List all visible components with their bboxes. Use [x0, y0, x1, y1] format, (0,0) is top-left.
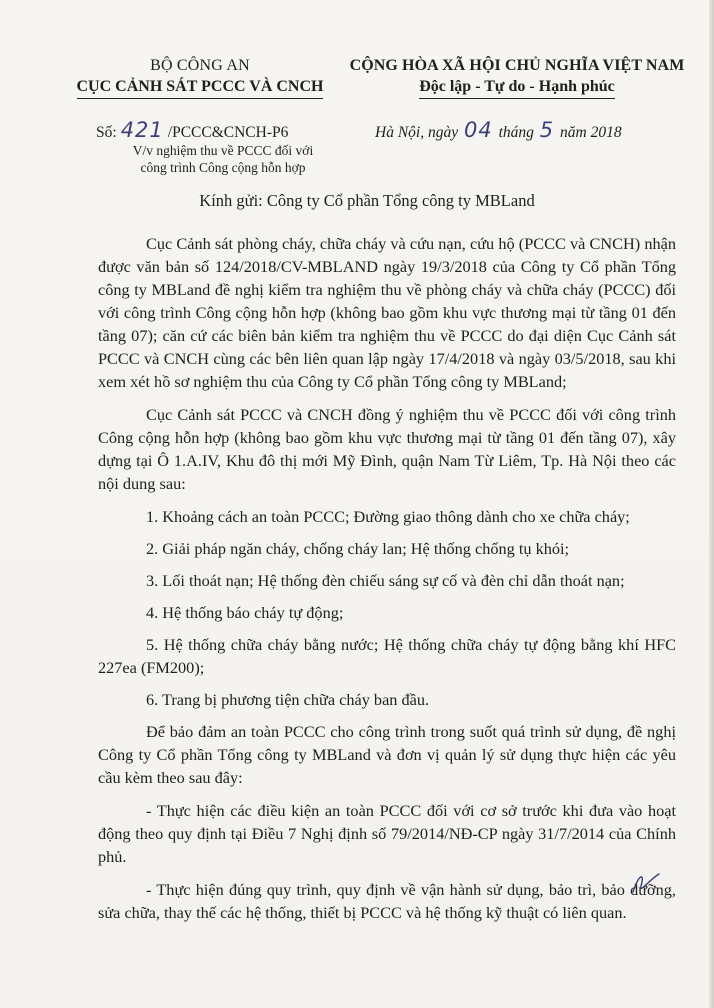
department-name: CỤC CẢNH SÁT PCCC VÀ CNCH — [77, 76, 324, 99]
list-item: 3. Lối thoát nạn; Hệ thống đèn chiếu sáng sự cố và đèn chỉ dẫn thoát nạn; — [146, 571, 625, 590]
handwritten-doc-number: 421 — [120, 118, 164, 142]
date-month-label: tháng — [498, 124, 534, 141]
ministry-name: BỘ CÔNG AN — [150, 57, 250, 74]
paragraph-requirements: Để bảo đảm an toàn PCCC cho công trình trong suốt quá trình sử dụng, đề nghị Công ty Cổ phần Tổng công ty MBLand và đơn vị quản lý sử dụng thực hiện các yêu cầu kèm theo sau đây: — [98, 722, 676, 787]
list-item: 2. Giải pháp ngăn cháy, chống cháy lan; Hệ thống chống tụ khói; — [146, 539, 570, 558]
page-edge-shadow — [709, 0, 714, 1008]
handwritten-month: 5 — [539, 118, 555, 142]
list-item: 6. Trang bị phương tiện chữa cháy ban đầu. — [146, 690, 430, 709]
requirement-item: - Thực hiện các điều kiện an toàn PCCC đối với cơ sở trước khi đưa vào hoạt động theo quy định tại Điều 7 Nghị định số 79/2014/NĐ-CP ngày 31/7/2014 của Chính phủ. — [98, 801, 676, 866]
subject-line-2: công trình Công cộng hỗn hợp — [140, 160, 306, 175]
recipient-line: Kính gửi: Công ty Cổ phần Tổng công ty MBLand — [199, 191, 535, 210]
date-year: năm 2018 — [560, 124, 622, 141]
subject-line-1: V/v nghiệm thu về PCCC đối với — [132, 143, 314, 158]
paragraph-approval: Cục Cảnh sát PCCC và CNCH đồng ý nghiệm thu về PCCC đối với công trình Công cộng hỗn hợp (không bao gồm khu vực thương mại từ tầng 01 đến tầng 07), xây dựng tại Ô 1.A.IV, Khu đô thị mới Mỹ Đình, quận Nam Từ Liêm, Tp. Hà Nội theo các nội dung sau: — [98, 405, 676, 493]
document-subject — [98, 142, 348, 176]
initial-mark — [629, 868, 663, 898]
national-header — [344, 56, 690, 99]
issuing-agency-header — [40, 56, 360, 99]
doc-number-suffix: /PCCC&CNCH-P6 — [167, 124, 289, 141]
national-motto: Độc lập - Tự do - Hạnh phúc — [419, 76, 615, 99]
requirement-item: - Thực hiện đúng quy trình, quy định về vận hành sử dụng, bảo trì, bảo dưỡng, sửa chữa, thay thế các hệ thống, thiết bị PCCC và hệ thống kỹ thuật có liên quan. — [98, 880, 676, 922]
nation-name: CỘNG HÒA XÃ HỘI CHỦ NGHĨA VIỆT NAM — [349, 57, 685, 74]
date-prefix: Hà Nội, ngày — [375, 124, 459, 141]
document-date — [375, 118, 622, 142]
handwritten-day: 04 — [463, 118, 493, 142]
document-number — [96, 118, 288, 142]
list-item: 5. Hệ thống chữa cháy bằng nước; Hệ thống chữa cháy tự động bằng khí HFC 227ea (FM200); — [98, 635, 676, 677]
doc-number-prefix: Số: — [96, 124, 117, 141]
document-body — [98, 232, 676, 934]
list-item: 4. Hệ thống báo cháy tự động; — [146, 603, 344, 622]
paragraph-request: Cục Cảnh sát phòng cháy, chữa cháy và cứu nạn, cứu hộ (PCCC và CNCH) nhận được văn bản số 124/2018/CV-MBLAND ngày 19/3/2018 của Công ty Cổ phần Tổng công ty MBLand đề nghị kiểm tra nghiệm thu về phòng cháy và chữa cháy (PCCC) đối với công trình Công cộng hỗn hợp (không bao gồm khu vực thương mại từ tầng 01 đến tầng 07); căn cứ các biên bản kiểm tra nghiệm thu về PCCC do đại diện Cục Cảnh sát PCCC và CNCH cùng các bên liên quan lập ngày 17/4/2018 và ngày 03/5/2018, sau khi xem xét hồ sơ nghiệm thu của Công ty Cổ phần Tổng công ty MBLand; — [98, 234, 676, 391]
list-item: 1. Khoảng cách an toàn PCCC; Đường giao thông dành cho xe chữa cháy; — [146, 507, 630, 526]
